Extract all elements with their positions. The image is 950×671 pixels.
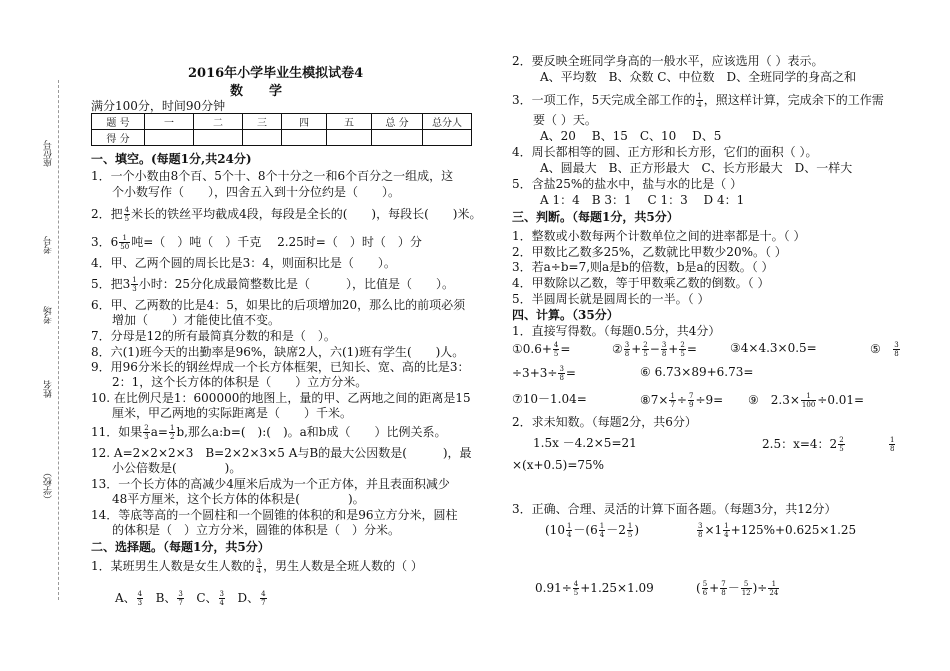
fraction: $\frac{2}{5}$ [680, 341, 685, 358]
q7: 7．分母是12的所有最简真分数的和是（ ）。 [91, 329, 336, 343]
score-cell[interactable] [194, 130, 243, 146]
q13-line1: 13．一个长方体的高减少4厘米后成为一个正方体，并且表面积减少 [91, 477, 450, 491]
calc-item-5-end: ÷3+3÷ $\frac{3}{8}$ = [512, 365, 576, 382]
total-info: 满分100分，时间90分钟 [91, 99, 226, 113]
choice-q5: 5．含盐25%的盐水中，盐与水的比是（ ） [512, 177, 743, 191]
fraction: $\frac{1}{4}$ [599, 522, 605, 539]
equation-3-start [888, 436, 896, 453]
fraction: $\frac{1}{7}$ [670, 392, 675, 409]
fraction: $\frac{1}{8}$ [890, 436, 895, 453]
fraction: $\frac{4}{7}$ [261, 590, 266, 607]
binding-line [58, 80, 60, 600]
score-cell: 总分人 [423, 114, 472, 130]
fraction: $\frac{3}{8}$ [624, 341, 630, 358]
judge-4: 4．甲数除以乙数，等于甲数乘乙数的倒数。（ ） [512, 276, 770, 290]
q2: 2．把 $\frac{4}{5}$ 米长的铁丝平均截成4段，每段是全长的( )，每段长( )米。 [91, 206, 482, 223]
name-label: 姓名 [44, 380, 54, 398]
q8: 8．六(1)班今天的出勤率是96%，缺席2人，六(1)班有学生( )人。 [91, 345, 465, 359]
q1-line2: 个小数写作（ ），四舍五入到十分位约是（ ）。 [112, 185, 401, 199]
q9-line1: 9．用96分米长的钢丝焊成一个长方体框架，已知长、宽、高的比是3： [91, 360, 470, 374]
calc-part1-title: 1．直接写得数。（每题0.5分，共4分） [512, 324, 721, 338]
score-cell[interactable] [372, 130, 423, 146]
fraction: $\frac{3}{8}$ [559, 365, 564, 382]
calc-item-7: ⑦10－1.04= [512, 392, 587, 406]
fraction: $\frac{4}{5}$ [553, 341, 559, 358]
choice-q1: 1．某班男生人数是女生人数的 $\frac{3}{4}$ ，男生人数是全班人数的（ ） [91, 558, 423, 575]
q12-line2: 小公倍数是( )。 [112, 461, 242, 475]
fraction: $\frac{1}{4}$ [697, 92, 702, 109]
score-cell: 四 [282, 114, 327, 130]
fraction: $\frac{2}{3}$ [144, 424, 149, 441]
section-choice-title: 二、选择题。（每题1分，共5分） [91, 540, 270, 554]
q6-line1: 6．甲、乙两数的比是4：5，如果比的后项增加20，那么比的前项必须 [91, 298, 466, 312]
fraction: $\frac{1}{100}$ [801, 392, 816, 409]
judge-5: 5．半圆周长就是圆周长的一半。（ ） [512, 292, 710, 306]
judge-1: 1．整数或小数每两个计数单位之间的进率都是十。（ ） [512, 229, 806, 243]
fraction: $\frac{7}{8}$ [721, 580, 726, 597]
school-label: （学校） [44, 468, 54, 504]
score-cell: 五 [327, 114, 372, 130]
score-row-values [92, 130, 472, 146]
fraction: $\frac{1}{50}$ [120, 234, 130, 251]
subject-title: 数 学 [230, 84, 283, 99]
score-cell: 总 分 [372, 114, 423, 130]
fraction: $\frac{1}{4}$ [724, 522, 729, 539]
choice-q3: 3．一项工作，5天完成全部工作的 $\frac{1}{4}$ ，照这样计算，完成余下的工作需 [512, 92, 884, 109]
q6-line2: 增加（ ）才能使比值不变。 [112, 313, 281, 327]
fraction: $\frac{3}{8}$ [698, 522, 703, 539]
fraction: $\frac{4}{5}$ [124, 206, 130, 223]
fraction: $\frac{1}{4}$ [566, 522, 572, 539]
q1-line1: 1．一个小数由8个百、5个十、8个十分之一和6个百分之一组成，这 [91, 169, 454, 183]
section-judge-title: 三、判断。（每题1分，共5分） [512, 210, 679, 224]
choice-q3-line2: 要（ ）天。 [533, 113, 597, 127]
section-fill-title: 一、填空。(每题1分,共24分) [91, 152, 252, 166]
choice-q1-options: A、 $\frac{4}{3}$ B、 $\frac{3}{7}$ C、 $\frac{3}{4}$ D、 $\frac{4}{7}$ [115, 590, 266, 607]
section-calc-title: 四、计算。（35分） [512, 308, 619, 322]
choice-q4-options: A、圆最大 B、正方形最大 C、长方形最大 D、一样大 [540, 161, 853, 175]
room-label: 考场 [44, 306, 54, 324]
score-cell[interactable] [327, 130, 372, 146]
q14-line2: 的体积是（ ）立方分米，圆锥的体积是（ ）分米。 [112, 523, 401, 537]
calc-item-9: ⑨ 2.3× $\frac{1}{100}$ ÷0.01= [748, 392, 865, 409]
q10-line2: 厘米，甲乙两地的实际距离是（ ）千米。 [112, 406, 353, 420]
fraction: $\frac{1}{3}$ [132, 276, 137, 293]
fraction: $\frac{5}{12}$ [741, 580, 751, 597]
score-cell[interactable] [243, 130, 282, 146]
score-cell: 得 分 [92, 130, 145, 146]
calc-part3-title: 3．正确、合理、灵活的计算下面各题。（每题3分，共12分） [512, 502, 837, 516]
exam-title: 2016年小学毕业生模拟试卷4 [188, 66, 364, 81]
score-cell: 二 [194, 114, 243, 130]
fraction: $\frac{2}{5}$ [839, 436, 844, 453]
calc-item-6: ⑥ 6.73×89+6.73= [640, 365, 754, 379]
score-cell: 一 [145, 114, 194, 130]
fraction: $\frac{1}{24}$ [769, 580, 779, 597]
fraction: $\frac{3}{7}$ [178, 590, 183, 607]
q5: 5．把3 $\frac{1}{3}$ 小时：25分化成最简整数比是（ ），比值是（ ）。 [91, 276, 455, 293]
fraction: $\frac{2}{5}$ [643, 341, 648, 358]
calc-item-3: ③4×4.3×0.5= [730, 341, 817, 355]
fraction: $\frac{4}{5}$ [573, 580, 579, 597]
calc-item-2: ② $\frac{3}{8}$ + $\frac{2}{5}$ − $\frac{3}{8}$ + $\frac{2}{5}$ = [612, 341, 697, 358]
score-cell[interactable] [145, 130, 194, 146]
choice-q3-options: A、20 B、15 C、10 D、5 [540, 129, 722, 143]
choice-q5-options: A 1：4 B 3：1 C 1：3 D 4：1 [540, 193, 745, 207]
fraction: $\frac{3}{8}$ [894, 341, 899, 358]
q11: 11．如果 $\frac{2}{3}$ a= $\frac{1}{2}$ b,那么a:b=( ):( )。a和b成（ ）比例关系。 [91, 424, 447, 441]
calc-problem-2: $\frac{3}{8}$ ×1 $\frac{1}{4}$ +125%+0.625×1.25 [698, 522, 857, 539]
calc-item-5-start: ⑤ $\frac{3}{8}$ [870, 341, 899, 358]
calc-item-1: ①0.6+ $\frac{4}{5}$ = [512, 341, 571, 358]
q10-line1: 10. 在比例尺是1：600000的地图上，量的甲、乙两地之间的距离是15 [91, 391, 471, 405]
fraction: $\frac{3}{4}$ [256, 558, 262, 575]
equation-1: 1.5x －4.2×5=21 [533, 436, 637, 450]
calc-problem-4: ( $\frac{5}{6}$ + $\frac{7}{8}$ － $\frac{5}{12}$ )÷ $\frac{1}{24}$ [696, 580, 779, 597]
q13-line2: 48平方厘米，这个长方体的体积是( )。 [112, 492, 365, 506]
q4: 4．甲、乙两个圆的周长比是3：4，则面积比是（ ）。 [91, 256, 396, 270]
score-row-header [92, 114, 472, 130]
score-table [91, 113, 472, 146]
q12-line1: 12. A=2×2×2×3 B=2×2×3×5 A与B的最大公因数是( )，最 [91, 446, 472, 460]
fraction: $\frac{1}{2}$ [169, 424, 175, 441]
calc-problem-1: (10 $\frac{1}{4}$ －(6 $\frac{1}{4}$ －2 $\frac{1}{5}$ ) [545, 522, 640, 539]
fraction: $\frac{3}{4}$ [219, 590, 224, 607]
fraction: $\frac{1}{5}$ [627, 522, 633, 539]
fraction: $\frac{4}{3}$ [137, 590, 143, 607]
choice-q4: 4．周长都相等的圆、正方形和长方形，它们的面积（ ）。 [512, 145, 818, 159]
score-cell: 题 号 [92, 114, 145, 130]
q3: 3．6 $\frac{1}{50}$ 吨=（ ）吨（ ）千克 2.25时=（ ）时（ ）分 [91, 234, 422, 251]
equation-2: 2.5：x=4：2 $\frac{2}{5}$ [762, 436, 844, 453]
calc-problem-3: 0.91÷ $\frac{4}{5}$ +1.25×1.09 [535, 580, 654, 597]
calc-part2-title: 2．求未知数。（每题2分，共6分） [512, 415, 697, 429]
judge-2: 2．甲数比乙数多25%，乙数就比甲数少20%。（ ） [512, 245, 787, 259]
judge-3: 3．若a÷b=7,则a是b的倍数，b是a的因数。（ ） [512, 260, 774, 274]
calc-item-8: ⑧7× $\frac{1}{7}$ ÷ $\frac{7}{9}$ ÷9= [640, 392, 724, 409]
score-cell[interactable] [423, 130, 472, 146]
choice-q2-line1: 2．要反映全班同学身高的一般水平，应该选用（ ）表示。 [512, 54, 824, 68]
seat-label: 座位号 [44, 140, 54, 167]
exam-no-label: 考号 [44, 236, 54, 254]
fraction: $\frac{7}{9}$ [688, 392, 694, 409]
fraction: $\frac{3}{8}$ [661, 341, 667, 358]
q14-line1: 14．等底等高的一个圆柱和一个圆锥的体积的和是96立方分米，圆柱 [91, 508, 458, 522]
score-cell: 三 [243, 114, 282, 130]
score-cell[interactable] [282, 130, 327, 146]
equation-3-end: ×(x+0.5)=75% [512, 458, 605, 472]
choice-q2-options: A、平均数 B、众数 C、中位数 D、全班同学的身高之和 [540, 70, 857, 84]
q9-line2: 2：1，这个长方体的体积是（ ）立方分米。 [112, 375, 368, 389]
fraction: $\frac{5}{6}$ [702, 580, 708, 597]
